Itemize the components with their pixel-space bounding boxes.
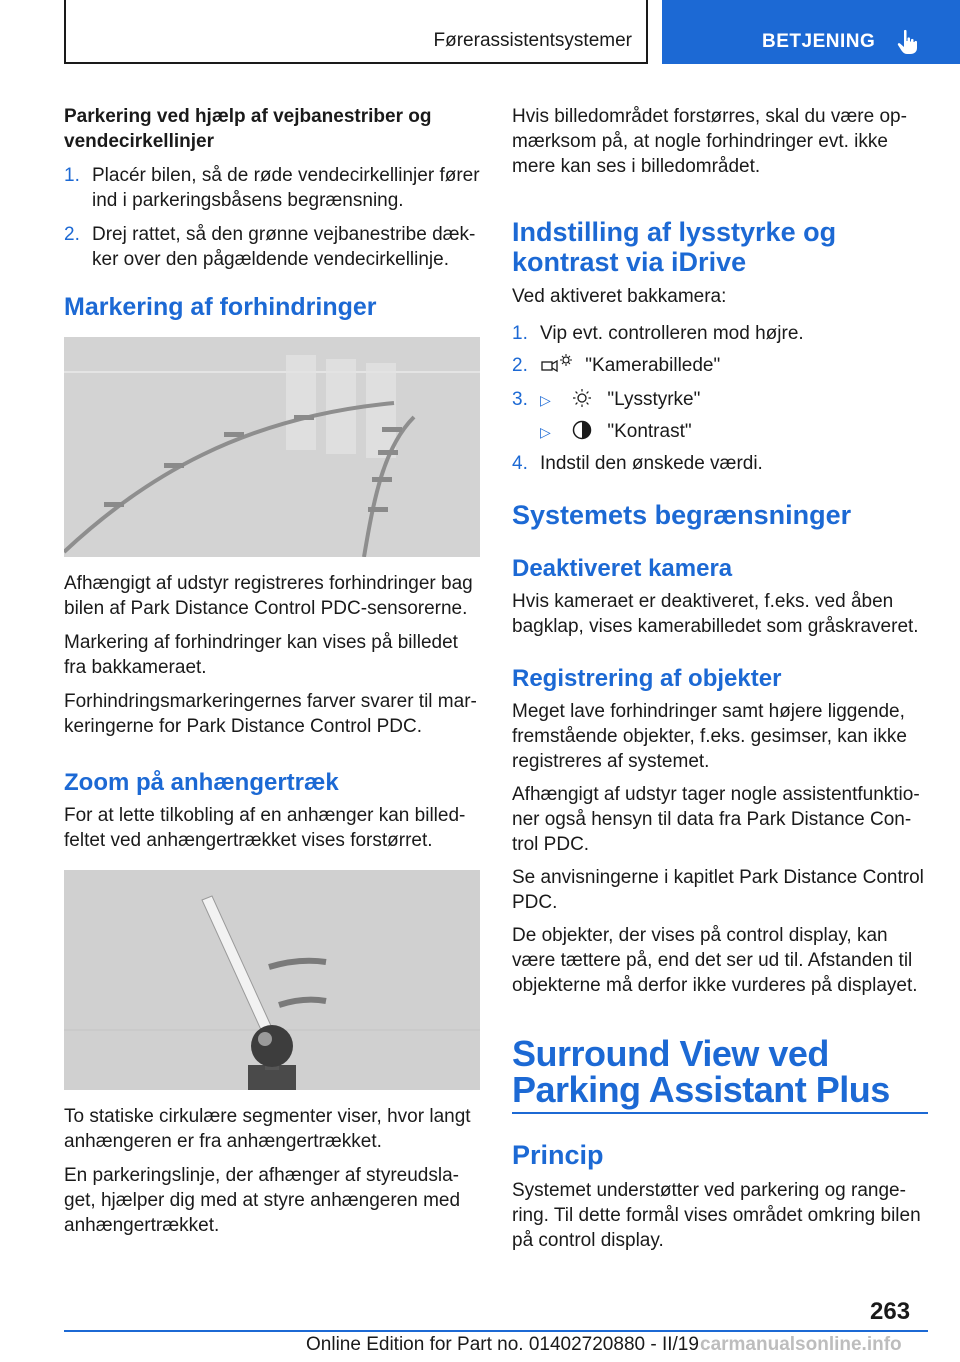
camera-settings-icon bbox=[540, 353, 574, 375]
list-text: "Kamerabillede" bbox=[585, 355, 721, 376]
list-text: "Kontrast" bbox=[607, 421, 692, 442]
heading-principle: Princip bbox=[512, 1140, 604, 1170]
list-item bbox=[64, 163, 482, 213]
paragraph: Ved aktiveret bakkamera: bbox=[512, 286, 727, 307]
list-number: 1. bbox=[64, 165, 80, 186]
header-chapter-title: BETJENING bbox=[762, 31, 876, 52]
paragraph: For at lette tilkobling af en anhænger kan billed-feltet ved anhængertrækket vises forstørret. bbox=[64, 805, 466, 851]
contrast-icon bbox=[572, 420, 592, 440]
list-content bbox=[540, 353, 930, 378]
right-text-principle bbox=[512, 1178, 930, 1253]
camera-image-hitch bbox=[64, 870, 480, 1090]
list-text: Indstil den ønskede værdi. bbox=[540, 453, 763, 474]
paragraph: To statiske cirkulære segmenter viser, hvor langt anhængeren er fra anhængertrækket. bbox=[64, 1106, 471, 1152]
list-item bbox=[512, 387, 930, 413]
paragraph: Afhængigt af udstyr tager nogle assistentfunktio-ner også hensyn til data fra Park Distance Con-trol PDC. bbox=[512, 784, 920, 855]
footer-edition: Online Edition for Part no. 01402720880 - II/19 bbox=[306, 1334, 699, 1355]
paragraph: Forhindringsmarkeringernes farver svarer til mar-keringerne for Park Distance Control PDC. bbox=[64, 691, 477, 737]
right-text-deact bbox=[512, 589, 930, 639]
list-content bbox=[540, 387, 930, 413]
left-text-block-2 bbox=[64, 571, 482, 739]
paragraph: En parkeringslinje, der afhænger af styreudsla-get, hjælper dig med at styre anhængeren med anhængertrækket. bbox=[64, 1165, 461, 1236]
left-column bbox=[64, 104, 482, 272]
list-number-spacer bbox=[512, 419, 540, 445]
heading-camera-deactivated: Deaktiveret kamera bbox=[512, 555, 733, 582]
left-text-block-3 bbox=[64, 803, 482, 853]
header-section-title: Førerassistentsystemer bbox=[433, 30, 632, 51]
list-number: 4. bbox=[512, 453, 528, 474]
list-text: Placér bilen, så de røde vendecirkellinjer fører ind i parkeringsbåsens begrænsning. bbox=[92, 165, 480, 211]
footer-watermark: carmanualsonline.info bbox=[700, 1334, 902, 1355]
paragraph: Hvis kameraet er deaktiveret, f.eks. ved åben bagklap, vises kamerabilledet som gråskraveret. bbox=[512, 591, 919, 637]
list-text: Drej rattet, så den grønne vejbanestribe dæk-ker over den pågældende vendecirkellinje. bbox=[92, 224, 476, 270]
camera-image-obstacles bbox=[64, 337, 480, 557]
header-chapter-tab bbox=[662, 0, 960, 64]
brightness-icon bbox=[572, 388, 592, 408]
section-divider bbox=[512, 1112, 928, 1114]
list-number: 1. bbox=[512, 323, 528, 344]
list-item bbox=[64, 222, 482, 272]
heading-lane-parking: Parkering ved hjælp af vejbanestriber og vendecirkellinjer bbox=[64, 106, 432, 152]
footer-rule bbox=[64, 1330, 928, 1332]
heading-obstacle-marking: Markering af forhindringer bbox=[64, 293, 377, 321]
paragraph: Meget lave forhindringer samt højere liggende, fremstående objekter, f.eks. gesimser, kan ikke registreres af systemet. bbox=[512, 701, 907, 772]
page-number: 263 bbox=[870, 1298, 911, 1325]
left-text-block-4 bbox=[64, 1104, 482, 1238]
list-content bbox=[540, 419, 930, 445]
paragraph: Afhængigt af udstyr registreres forhindringer bag bilen af Park Distance Control PDC-sensorerne. bbox=[64, 573, 473, 619]
list-number: 2. bbox=[512, 355, 528, 376]
heading-system-limits: Systemets begrænsninger bbox=[512, 500, 852, 530]
heading-surround-view: Surround View ved Parking Assistant Plus bbox=[512, 1033, 890, 1110]
list-text: "Lysstyrke" bbox=[607, 389, 701, 410]
paragraph: Hvis billedområdet forstørres, skal du være op-mærksom på, at nogle forhindringer evt. ikke mere kan ses i billedområdet. bbox=[512, 106, 907, 177]
list-item bbox=[512, 321, 930, 346]
list-item bbox=[512, 353, 930, 378]
list-item bbox=[512, 419, 930, 445]
paragraph: Markering af forhindringer kan vises på billedet fra bakkameraet. bbox=[64, 632, 458, 678]
paragraph: Systemet understøtter ved parkering og range-ring. Til dette formål vises området omkring bilen på control display. bbox=[512, 1180, 921, 1251]
right-text-reg bbox=[512, 699, 930, 998]
list-number: 2. bbox=[64, 224, 80, 245]
heading-brightness-contrast: Indstilling af lysstyrke og kontrast via iDrive bbox=[512, 217, 837, 277]
list-text: Vip evt. controlleren mod højre. bbox=[540, 323, 804, 344]
heading-zoom-hitch: Zoom på anhængertræk bbox=[64, 769, 339, 796]
list-number: 3. bbox=[512, 389, 528, 410]
header-section-box bbox=[64, 0, 648, 64]
heading-object-detection: Registrering af objekter bbox=[512, 665, 782, 692]
arrow-marker-icon: ▷ bbox=[540, 424, 551, 440]
paragraph: Se anvisningerne i kapitlet Park Distance Control PDC. bbox=[512, 867, 924, 913]
hand-pointer-icon bbox=[897, 29, 919, 55]
paragraph: De objekter, der vises på control display, kan være tættere på, end det ser ud til. Afstanden til objekterne må derfor ikke vurderes på displayet. bbox=[512, 925, 918, 996]
right-text-intro bbox=[512, 104, 930, 179]
arrow-marker-icon: ▷ bbox=[540, 392, 551, 408]
list-item bbox=[512, 451, 930, 476]
